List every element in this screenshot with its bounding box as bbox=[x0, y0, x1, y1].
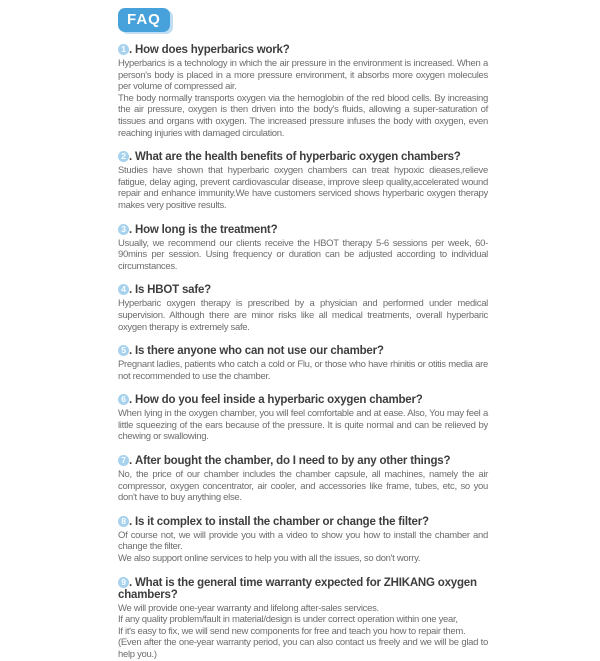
faq-item bbox=[118, 516, 488, 565]
faq-question bbox=[118, 345, 488, 357]
answer-paragraph: If it's easy to fix, we will send new components for free and teach you how to repair them. bbox=[118, 625, 466, 637]
question-number-badge: 6 bbox=[118, 394, 129, 405]
faq-question bbox=[118, 284, 488, 296]
answer-paragraph: If any quality problem/fault in material/design is under correct operation within one year, bbox=[118, 614, 458, 626]
question-text: How does hyperbarics work? bbox=[135, 44, 290, 56]
question-number-badge: 4 bbox=[118, 284, 129, 295]
faq-item bbox=[118, 455, 488, 504]
answer-paragraph: Hyperbaric oxygen therapy is prescribed by a physician and performed under medical supervision. Although there are minor risks like all medical treatments, overall hyperbaric oxygen therapy is extremely safe. bbox=[118, 298, 488, 333]
question-text: After bought the chamber, do I need to by any other things? bbox=[135, 455, 451, 468]
question-text: How do you feel inside a hyperbaric oxygen chamber? bbox=[135, 394, 423, 407]
faq-answer bbox=[118, 58, 488, 139]
faq-item bbox=[118, 284, 488, 333]
faq-item bbox=[118, 151, 488, 211]
faq-answer bbox=[118, 530, 488, 565]
answer-paragraph: Pregnant ladies, patients who catch a cold or Flu, or those who have rhinitis or otitis media are not recommended to use the chamber. bbox=[118, 359, 488, 382]
question-number-dot: . bbox=[129, 151, 132, 164]
answer-paragraph: We also support online services to help you with all the issues, so don't worry. bbox=[118, 553, 421, 565]
faq-question bbox=[118, 224, 488, 236]
question-number-badge: 1 bbox=[118, 44, 129, 55]
question-number-dot: . bbox=[129, 284, 132, 297]
question-number-badge: 9 bbox=[118, 577, 129, 588]
question-number-dot: . bbox=[129, 576, 132, 589]
answer-paragraph: Usually, we recommend our clients receive the HBOT therapy 5-6 sessions per week, 60-90mins per session. Using frequency or duration can be adjusted according to individual circumstances. bbox=[118, 237, 488, 272]
faq-item bbox=[118, 577, 488, 661]
faq-answer bbox=[118, 238, 488, 273]
faq-question bbox=[118, 455, 488, 467]
question-text: Is there anyone who can not use our chamber? bbox=[135, 345, 384, 358]
answer-paragraph: Of course not, we will provide you with a video to show you how to install the chamber and change the filter. bbox=[118, 529, 488, 553]
question-text: Is HBOT safe? bbox=[135, 284, 212, 297]
faq-header-badge: FAQ bbox=[118, 8, 170, 32]
faq-question bbox=[118, 394, 488, 406]
faq-question bbox=[118, 44, 488, 56]
question-number-dot: . bbox=[129, 394, 132, 407]
question-number-dot: . bbox=[129, 455, 132, 468]
answer-paragraph: Studies have shown that hyperbaric oxygen chambers can treat hypoxic dieases,relieve fatigue, delay aging, prevent cardiovascular disease, improve sleep quality,accelerated wound repair and enhance immunity.We have customers serviced shows hyperbaric oxygen therapy makes very positive results. bbox=[118, 165, 488, 211]
faq-answer bbox=[118, 165, 488, 211]
question-text: How long is the treatment? bbox=[135, 223, 278, 236]
question-number-badge: 3 bbox=[118, 224, 129, 235]
answer-paragraph: (Even after the one-year warranty period, you can also contact us freely and we will be glad to help you.) bbox=[118, 637, 488, 660]
question-text: Is it complex to install the chamber or change the filter? bbox=[135, 515, 429, 528]
faq-list bbox=[118, 44, 488, 661]
answer-paragraph: No, the price of our chamber includes the chamber capsule, all machines, namely the air compressor, oxygen concentrator, air cooler, and accessories like frame, tubes, etc, so you don't have to buy anything else. bbox=[118, 469, 488, 504]
faq-answer bbox=[118, 359, 488, 382]
faq-item bbox=[118, 345, 488, 382]
question-number-dot: . bbox=[129, 44, 132, 56]
question-number-badge: 7 bbox=[118, 455, 129, 466]
question-number-dot: . bbox=[129, 223, 132, 236]
answer-paragraph: We will provide one-year warranty and lifelong after-sales services. bbox=[118, 602, 379, 614]
faq-item bbox=[118, 224, 488, 273]
answer-paragraph: The body normally transports oxygen via the hemoglobin of the red blood cells. By increasing the air pressure, oxygen is then driven into the body's fluids, allowing a super-saturation of tissues and organs with oxygen. The increased pressure infuses the body with oxygen, even reaching injuries with damaged circulation. bbox=[118, 92, 488, 139]
faq-answer bbox=[118, 408, 488, 443]
question-text: What is the general time warranty expected for ZHIKANG oxygen chambers? bbox=[118, 576, 477, 601]
answer-paragraph: Hyperbarics is a technology in which the air pressure in the environment is increased. When a person's body is placed in a more pressure environment, it absorbs more oxygen molecules per volume of compressed air. bbox=[118, 58, 488, 93]
faq-item bbox=[118, 394, 488, 443]
faq-item bbox=[118, 44, 488, 139]
question-number-badge: 8 bbox=[118, 516, 129, 527]
faq-answer bbox=[118, 603, 488, 661]
faq-question bbox=[118, 577, 488, 601]
question-text: What are the health benefits of hyperbaric oxygen chambers? bbox=[135, 151, 461, 164]
faq-answer bbox=[118, 469, 488, 504]
faq-question bbox=[118, 516, 488, 528]
question-number-dot: . bbox=[129, 515, 132, 528]
question-number-badge: 2 bbox=[118, 151, 129, 162]
question-number-dot: . bbox=[129, 345, 132, 358]
faq-page bbox=[118, 0, 488, 661]
question-number-badge: 5 bbox=[118, 345, 129, 356]
faq-question bbox=[118, 151, 488, 163]
faq-answer bbox=[118, 298, 488, 333]
answer-paragraph: When lying in the oxygen chamber, you will feel comfortable and at ease. Also, You may feel a little squeezing of the ears because of the pressure. It is quite normal and can be relieved by chewing or swallowing. bbox=[118, 408, 488, 443]
